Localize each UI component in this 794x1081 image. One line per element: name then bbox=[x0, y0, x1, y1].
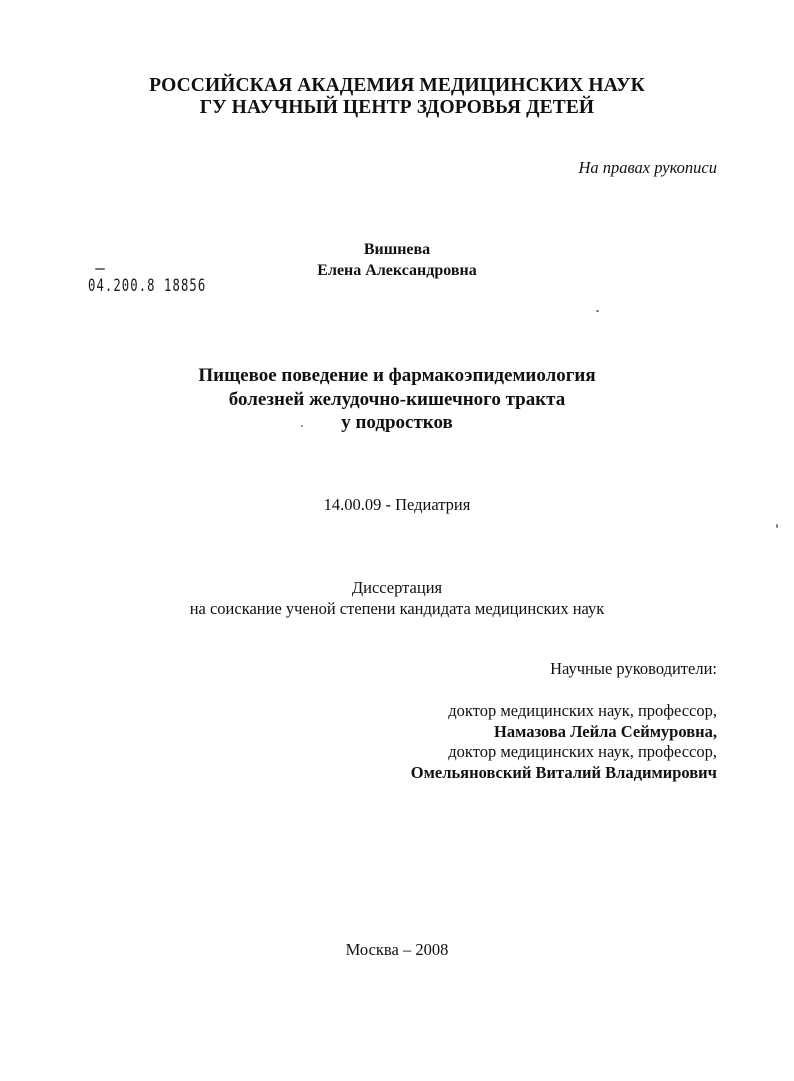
specialty: 14.00.09 - Педиатрия bbox=[323, 495, 471, 514]
supervisor-1-degree: доктор медицинских наук, профессор, bbox=[448, 701, 717, 720]
scan-speck bbox=[596, 310, 599, 312]
dissertation-title-line-1: Пищевое поведение и фармакоэпидемиология bbox=[198, 365, 596, 386]
supervisors-heading: Научные руководители: bbox=[550, 659, 717, 678]
work-type-line-1: Диссертация bbox=[351, 578, 443, 597]
supervisor-1-name: Намазова Лейла Сеймуровна, bbox=[493, 722, 717, 741]
author-surname: Вишнева bbox=[363, 241, 431, 258]
author-name: Елена Александровна bbox=[317, 262, 477, 279]
rights-note: На правах рукописи bbox=[578, 158, 717, 177]
supervisor-2-name: Омельяновский Виталий Владимирович bbox=[410, 763, 717, 782]
dissertation-title-line-3: у подростков bbox=[341, 412, 453, 433]
work-type-line-2: на соискание ученой степени кандидата медицинских наук bbox=[189, 599, 605, 618]
scan-speck bbox=[95, 268, 105, 270]
supervisor-2-degree: доктор медицинских наук, профессор, bbox=[448, 742, 717, 761]
organization-line-1: РОССИЙСКАЯ АКАДЕМИЯ МЕДИЦИНСКИХ НАУК bbox=[149, 75, 645, 96]
organization-line-2: ГУ НАУЧНЫЙ ЦЕНТР ЗДОРОВЬЯ ДЕТЕЙ bbox=[199, 97, 595, 118]
scan-speck bbox=[301, 425, 303, 427]
scan-speck bbox=[776, 524, 778, 528]
dissertation-title-line-2: болезней желудочно-кишечного тракта bbox=[228, 389, 566, 410]
place-year: Москва – 2008 bbox=[345, 940, 449, 959]
archive-stamp: 04.200.8 18856 bbox=[88, 276, 207, 296]
